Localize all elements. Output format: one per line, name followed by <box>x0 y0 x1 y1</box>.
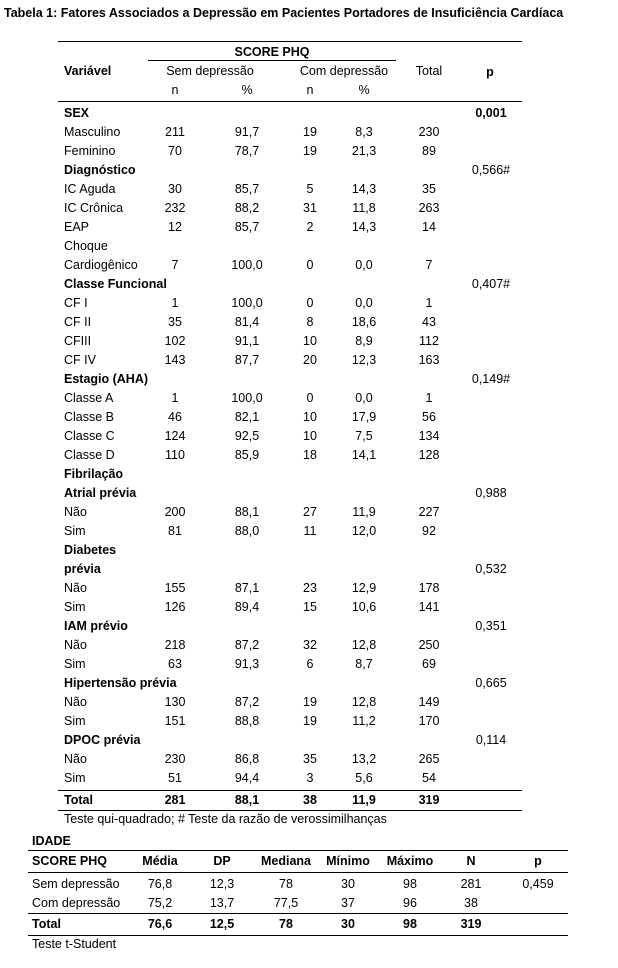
cell-label: CF II <box>64 315 92 329</box>
pct-header-com: % <box>358 83 370 97</box>
cell-n-sem: 1 <box>171 391 179 405</box>
cell-total: 7 <box>425 258 433 272</box>
age-header-cell: N <box>466 854 476 868</box>
total-pct-com: 11,9 <box>352 793 376 807</box>
cell-n-sem: 35 <box>168 315 182 329</box>
header-rule <box>58 101 522 102</box>
cell-n-sem: 51 <box>168 771 182 785</box>
cell-n-sem: 200 <box>164 505 186 519</box>
cell-label: Classe A <box>64 391 114 405</box>
total-n-sem: 281 <box>164 793 186 807</box>
cell-pct-com: 12,8 <box>351 695 377 709</box>
p-value: 0,001 <box>475 106 507 120</box>
cell-n-sem: 102 <box>164 334 186 348</box>
age-cell: 12,3 <box>209 877 235 891</box>
cell-label: Não <box>64 581 87 595</box>
cell-n-sem: 211 <box>165 125 185 139</box>
cell-label: Classe B <box>64 410 115 424</box>
table-row <box>0 332 618 351</box>
cell-pct-sem: 100,0 <box>231 391 263 405</box>
section-label: Estagio (AHA) <box>64 372 149 386</box>
cell-pct-sem: 88,1 <box>234 505 260 519</box>
cell-total: 265 <box>418 752 440 766</box>
cell-n-sem: 7 <box>171 258 179 272</box>
table-row <box>0 123 618 142</box>
cell-total: 43 <box>422 315 436 329</box>
table-row <box>0 351 618 370</box>
age-table-title: IDADE <box>32 834 71 848</box>
table-title: Tabela 1: Fatores Associados a Depressão em Pacientes Portadores de Insuficiência Cardíaca <box>4 6 564 20</box>
age-header-cell: Mediana <box>260 854 311 868</box>
age-total-cell: Total <box>32 917 61 931</box>
cell-pct-sem: 100,0 <box>231 258 263 272</box>
cell-n-sem: 70 <box>168 144 182 158</box>
section-label: Atrial prévia <box>64 486 137 500</box>
section-row <box>0 370 618 389</box>
cell-total: 112 <box>419 334 439 348</box>
age-cell: 77,5 <box>273 896 299 910</box>
cell-n-com: 10 <box>303 410 317 424</box>
cell-n-sem: 130 <box>164 695 186 709</box>
cell-pct-com: 11,8 <box>352 201 376 215</box>
table-row <box>0 199 618 218</box>
cell-n-com: 15 <box>303 600 317 614</box>
cell-pct-com: 8,9 <box>355 334 373 348</box>
section-row <box>0 275 618 294</box>
cell-pct-sem: 87,1 <box>234 581 260 595</box>
cell-pct-sem: 88,0 <box>234 524 260 538</box>
n-header-com: n <box>306 83 314 97</box>
cell-total: 128 <box>418 448 440 462</box>
cell-total: 227 <box>418 505 440 519</box>
age-header-cell: p <box>534 854 542 868</box>
cell-total: 178 <box>418 581 440 595</box>
table-row <box>0 142 618 161</box>
section-row <box>0 674 618 693</box>
cell-pct-com: 12,9 <box>351 581 377 595</box>
cell-n-sem: 30 <box>168 182 182 196</box>
cell-total: 89 <box>422 144 436 158</box>
cell-pct-sem: 85,9 <box>234 448 260 462</box>
cell-n-com: 6 <box>306 657 314 671</box>
cell-n-com: 23 <box>303 581 317 595</box>
age-cell: 37 <box>341 896 355 910</box>
cell-pct-com: 14,3 <box>351 220 377 234</box>
age-header-cell: Média <box>142 854 178 868</box>
cell-pct-sem: 87,2 <box>234 695 260 709</box>
cell-n-com: 20 <box>303 353 317 367</box>
sem-depressao-header: Sem depressão <box>166 64 254 78</box>
table-row <box>0 408 618 427</box>
cell-pct-com: 7,5 <box>355 429 373 443</box>
table-row <box>0 218 618 237</box>
cell-total: 1 <box>425 391 433 405</box>
cell-pct-com: 12,0 <box>351 524 377 538</box>
table-row <box>0 875 618 894</box>
total-row <box>0 791 618 810</box>
p-header: p <box>486 65 494 79</box>
cell-n-com: 31 <box>303 201 317 215</box>
cell-n-com: 11 <box>303 524 317 538</box>
cell-total: 170 <box>418 714 440 728</box>
cell-n-sem: 218 <box>164 638 186 652</box>
p-value: 0,407# <box>471 277 511 291</box>
age-header-cell: SCORE PHQ <box>32 854 108 868</box>
total-header: Total <box>415 64 443 78</box>
cell-total: 92 <box>422 524 436 538</box>
cell-n-sem: 151 <box>164 714 186 728</box>
cell-label: EAP <box>64 220 90 234</box>
cell-label: CF IV <box>64 353 96 367</box>
table-row <box>0 446 618 465</box>
section-row <box>0 104 618 123</box>
cell-total: 14 <box>422 220 436 234</box>
cell-n-com: 0 <box>306 296 314 310</box>
cell-pct-com: 0,0 <box>355 296 373 310</box>
cell-pct-sem: 81,4 <box>234 315 260 329</box>
cell-pct-com: 0,0 <box>355 391 373 405</box>
cell-label: Sim <box>64 657 86 671</box>
age-total-cell: 78 <box>279 917 293 931</box>
n-header-sem: n <box>171 83 179 97</box>
main-footnote: Teste qui-quadrado; # Teste da razão de verossimilhanças <box>64 812 387 826</box>
cell-label: Não <box>64 505 87 519</box>
cell-total: 149 <box>418 695 440 709</box>
cell-pct-sem: 91,1 <box>234 334 260 348</box>
cell-total: 56 <box>422 410 436 424</box>
cell-label: CFIII <box>64 334 92 348</box>
cell-n-sem: 1 <box>171 296 179 310</box>
section-label: Classe Funcional <box>64 277 167 291</box>
cell-pct-com: 14,3 <box>351 182 377 196</box>
age-cell: 98 <box>403 877 417 891</box>
cell-n-sem: 81 <box>168 524 182 538</box>
score-phq-rule <box>148 60 396 61</box>
section-row <box>0 237 618 256</box>
p-value: 0,149# <box>471 372 511 386</box>
cell-label: Classe C <box>64 429 115 443</box>
section-label: prévia <box>64 562 101 576</box>
cell-total: 134 <box>418 429 440 443</box>
table-row <box>0 256 618 275</box>
cell-n-com: 27 <box>303 505 317 519</box>
cell-label: Sim <box>64 600 86 614</box>
cell-pct-sem: 85,7 <box>234 182 260 196</box>
cell-n-com: 19 <box>303 144 317 158</box>
age-cell: Com depressão <box>32 896 121 910</box>
cell-n-com: 10 <box>303 334 317 348</box>
pct-header-sem: % <box>241 83 253 97</box>
section-row <box>0 161 618 180</box>
cell-pct-sem: 88,2 <box>234 201 260 215</box>
cell-pct-sem: 100,0 <box>231 296 263 310</box>
cell-n-sem: 155 <box>164 581 186 595</box>
cell-n-sem: 124 <box>164 429 186 443</box>
age-cell: 96 <box>403 896 417 910</box>
table-row <box>0 693 618 712</box>
cell-label: CF I <box>64 296 88 310</box>
cell-total: 35 <box>422 182 436 196</box>
cell-pct-sem: 91,7 <box>234 125 260 139</box>
cell-pct-com: 0,0 <box>355 258 373 272</box>
age-cell: 75,2 <box>147 896 173 910</box>
cell-label: Não <box>64 695 87 709</box>
age-total-rule <box>28 913 568 914</box>
age-total-cell: 98 <box>403 917 417 931</box>
cell-n-com: 5 <box>306 182 314 196</box>
p-value: 0,114 <box>475 733 507 747</box>
cell-pct-sem: 92,5 <box>234 429 260 443</box>
section-label: IAM prévio <box>64 619 128 633</box>
cell-n-com: 0 <box>306 391 314 405</box>
variavel-header: Variável <box>64 64 112 78</box>
cell-pct-sem: 82,1 <box>234 410 260 424</box>
table-row <box>0 769 618 788</box>
cell-pct-com: 10,6 <box>351 600 377 614</box>
age-cell: 76,8 <box>147 877 173 891</box>
cell-label: Não <box>64 752 87 766</box>
cell-pct-sem: 91,3 <box>234 657 260 671</box>
section-row <box>0 465 618 484</box>
age-cell: 13,7 <box>209 896 235 910</box>
cell-total: 263 <box>418 201 440 215</box>
cell-total: 163 <box>418 353 440 367</box>
cell-total: 54 <box>422 771 436 785</box>
cell-pct-com: 12,8 <box>351 638 377 652</box>
section-label: DPOC prévia <box>64 733 141 747</box>
cell-pct-com: 8,3 <box>355 125 373 139</box>
table-row <box>0 894 618 913</box>
age-header-cell: Mínimo <box>326 854 370 868</box>
age-cell: 30 <box>341 877 355 891</box>
cell-label: Masculino <box>64 125 121 139</box>
section-row <box>0 560 618 579</box>
cell-n-com: 3 <box>306 771 314 785</box>
cell-n-sem: 63 <box>168 657 182 671</box>
table-row <box>0 427 618 446</box>
total-n-com: 38 <box>303 793 317 807</box>
cell-n-com: 10 <box>303 429 317 443</box>
age-total-cell: 30 <box>341 917 355 931</box>
table-row <box>0 712 618 731</box>
cell-n-sem: 230 <box>164 752 186 766</box>
cell-n-sem: 143 <box>164 353 186 367</box>
section-label: Diabetes <box>64 543 117 557</box>
cell-n-sem: 232 <box>164 201 186 215</box>
cell-pct-com: 14,1 <box>351 448 377 462</box>
cell-n-sem: 110 <box>165 448 185 462</box>
section-row <box>0 484 618 503</box>
top-rule <box>58 41 522 42</box>
table-row <box>0 180 618 199</box>
table-row <box>0 313 618 332</box>
age-cell: Sem depressão <box>32 877 120 891</box>
cell-n-com: 18 <box>303 448 317 462</box>
total-pct-sem: 88,1 <box>234 793 260 807</box>
cell-pct-sem: 94,4 <box>234 771 260 785</box>
cell-pct-sem: 86,8 <box>234 752 260 766</box>
age-header-row <box>0 852 618 871</box>
cell-n-sem: 12 <box>168 220 182 234</box>
cell-pct-com: 12,3 <box>351 353 377 367</box>
table-row <box>0 503 618 522</box>
section-label: Diagnóstico <box>64 163 136 177</box>
cell-n-sem: 46 <box>168 410 182 424</box>
cell-total: 230 <box>418 125 440 139</box>
cell-pct-com: 8,7 <box>355 657 373 671</box>
cell-n-com: 19 <box>303 695 317 709</box>
cell-pct-com: 11,9 <box>352 505 376 519</box>
cell-pct-sem: 89,4 <box>234 600 260 614</box>
age-total-cell: 319 <box>460 917 482 931</box>
table-row <box>0 294 618 313</box>
cell-label: Feminino <box>64 144 116 158</box>
table-row <box>0 389 618 408</box>
cell-n-com: 32 <box>303 638 317 652</box>
total-label: Total <box>64 793 93 807</box>
cell-label: Cardiogênico <box>64 258 138 272</box>
com-depressao-header: Com depressão <box>299 64 389 78</box>
section-row <box>0 541 618 560</box>
table-row <box>0 636 618 655</box>
cell-pct-sem: 78,7 <box>234 144 260 158</box>
cell-pct-com: 5,6 <box>355 771 373 785</box>
cell-pct-sem: 88,8 <box>234 714 260 728</box>
cell-label: Sim <box>64 524 86 538</box>
cell-pct-com: 13,2 <box>351 752 377 766</box>
cell-pct-sem: 87,2 <box>234 638 260 652</box>
total-total: 319 <box>418 793 440 807</box>
p-value: 0,532 <box>475 562 507 576</box>
table-row <box>0 522 618 541</box>
cell-pct-sem: 87,7 <box>234 353 260 367</box>
cell-n-com: 8 <box>306 315 314 329</box>
table-row <box>0 750 618 769</box>
table-row <box>0 655 618 674</box>
age-total-row <box>0 915 618 934</box>
p-value: 0,988 <box>475 486 507 500</box>
cell-n-com: 19 <box>303 125 317 139</box>
age-top-rule <box>28 850 568 851</box>
cell-label: Sim <box>64 771 86 785</box>
section-label: Hipertensão prévia <box>64 676 177 690</box>
cell-label: IC Aguda <box>64 182 116 196</box>
cell-pct-com: 18,6 <box>351 315 377 329</box>
table-row <box>0 598 618 617</box>
cell-label: Não <box>64 638 87 652</box>
age-footnote: Teste t-Student <box>32 937 117 951</box>
p-value: 0,566# <box>471 163 511 177</box>
age-total-cell: 12,5 <box>209 917 235 931</box>
age-cell: 281 <box>460 877 482 891</box>
cell-n-com: 35 <box>303 752 317 766</box>
cell-label: IC Crônica <box>64 201 124 215</box>
score-phq-header: SCORE PHQ <box>234 45 310 59</box>
cell-pct-com: 17,9 <box>351 410 377 424</box>
section-label: Fibrilação <box>64 467 124 481</box>
age-total-cell: 76,6 <box>147 917 173 931</box>
table-row <box>0 579 618 598</box>
p-value: 0,665 <box>475 676 507 690</box>
section-row <box>0 617 618 636</box>
cell-n-sem: 126 <box>164 600 186 614</box>
section-label: SEX <box>64 106 90 120</box>
cell-pct-sem: 85,7 <box>234 220 260 234</box>
cell-n-com: 0 <box>306 258 314 272</box>
p-value: 0,351 <box>475 619 507 633</box>
cell-label: Sim <box>64 714 86 728</box>
cell-label: Classe D <box>64 448 115 462</box>
age-cell: 0,459 <box>522 877 554 891</box>
age-header-cell: DP <box>213 854 231 868</box>
cell-n-com: 2 <box>306 220 314 234</box>
cell-n-com: 19 <box>303 714 317 728</box>
cell-total: 141 <box>418 600 440 614</box>
section-row <box>0 731 618 750</box>
cell-pct-com: 21,3 <box>351 144 377 158</box>
cell-total: 1 <box>425 296 433 310</box>
age-cell: 38 <box>464 896 478 910</box>
cell-pct-com: 11,2 <box>352 714 376 728</box>
cell-total: 69 <box>422 657 436 671</box>
section-label: Choque <box>64 239 108 253</box>
age-header-rule <box>28 872 568 873</box>
cell-total: 250 <box>418 638 440 652</box>
age-cell: 78 <box>279 877 293 891</box>
age-header-cell: Máximo <box>386 854 434 868</box>
